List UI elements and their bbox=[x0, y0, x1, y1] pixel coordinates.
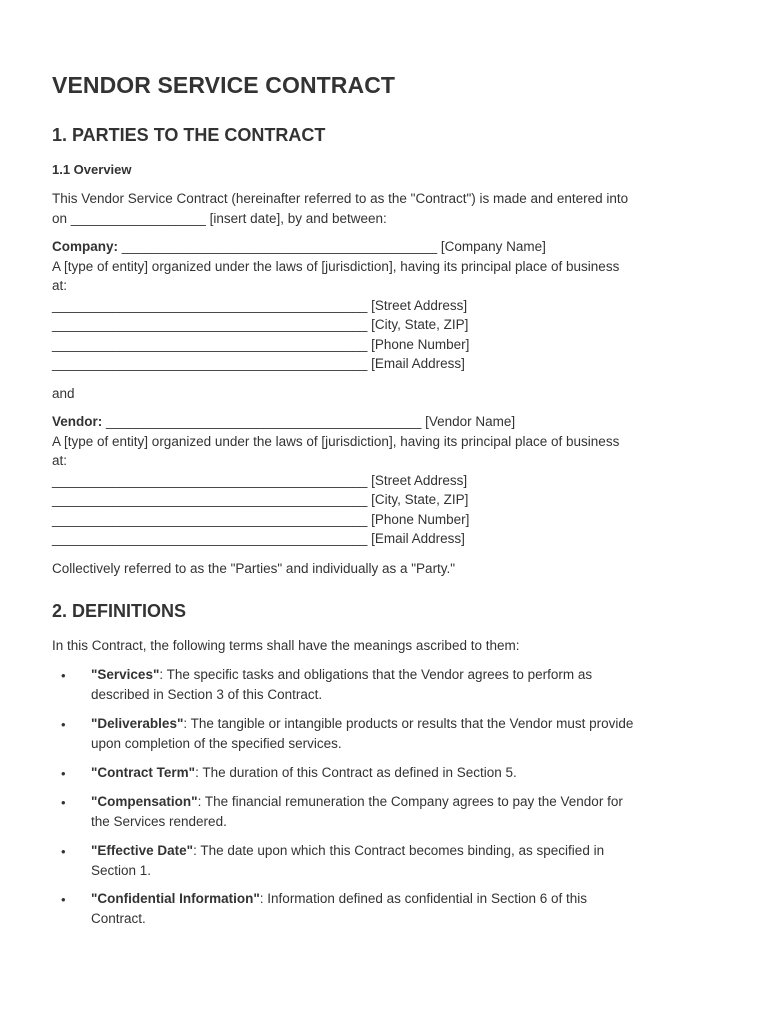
section-1-1-subheading: 1.1 Overview bbox=[52, 162, 132, 177]
company-phone-number: __________________________________________ [Phone Number] bbox=[52, 337, 470, 352]
definition-item-deliverables bbox=[91, 714, 633, 734]
document-title: VENDOR SERVICE CONTRACT bbox=[52, 72, 396, 98]
definition-text: : Information defined as confidential in Section 6 of this bbox=[259, 891, 587, 906]
definition-text: : The duration of this Contract as defined in Section 5. bbox=[195, 765, 517, 780]
vendor-street-address: __________________________________________ [Street Address] bbox=[52, 473, 468, 488]
collective-reference: Collectively referred to as the "Parties" and individually as a "Party." bbox=[52, 561, 456, 576]
definition-item-contract-term bbox=[91, 763, 517, 783]
bullet-icon: • bbox=[61, 668, 66, 683]
vendor-name-field: __________________________________________ [Vendor Name] bbox=[102, 414, 516, 429]
definition-item-confidential-information bbox=[91, 889, 587, 909]
bullet-icon: • bbox=[61, 795, 66, 810]
definition-item-confidential-information-cont: Contract. bbox=[91, 911, 146, 926]
definition-item-effective-date-cont: Section 1. bbox=[91, 863, 152, 878]
definition-item-compensation bbox=[91, 792, 623, 812]
vendor-phone-number: __________________________________________ [Phone Number] bbox=[52, 512, 470, 527]
intro-line-1: This Vendor Service Contract (hereinafter referred to as the "Contract") is made and entered into bbox=[52, 191, 629, 206]
section-1-heading: 1. PARTIES TO THE CONTRACT bbox=[52, 125, 326, 145]
vendor-email-address: __________________________________________ [Email Address] bbox=[52, 531, 465, 546]
section-2-heading: 2. DEFINITIONS bbox=[52, 601, 187, 621]
intro-line-2: on __________________ [insert date], by and between: bbox=[52, 211, 387, 226]
company-entity-line-2: at: bbox=[52, 278, 68, 293]
bullet-icon: • bbox=[61, 766, 66, 781]
definition-term: "Effective Date" bbox=[91, 843, 194, 858]
company-label: Company: bbox=[52, 239, 119, 254]
definitions-intro: In this Contract, the following terms shall have the meanings ascribed to them: bbox=[52, 638, 520, 653]
definition-text: : The date upon which this Contract becomes binding, as specified in bbox=[193, 843, 605, 858]
company-entity-line-1: A [type of entity] organized under the laws of [jurisdiction], having its principal place of business bbox=[52, 259, 620, 274]
definition-term: "Deliverables" bbox=[91, 716, 184, 731]
vendor-entity-line-1: A [type of entity] organized under the laws of [jurisdiction], having its principal place of business bbox=[52, 434, 620, 449]
definition-term: "Services" bbox=[91, 667, 160, 682]
vendor-entity-line-2: at: bbox=[52, 453, 68, 468]
definition-term: "Confidential Information" bbox=[91, 891, 260, 906]
company-name-line bbox=[52, 237, 546, 257]
definition-item-services-cont: described in Section 3 of this Contract. bbox=[91, 687, 323, 702]
and-separator: and bbox=[52, 386, 75, 401]
definition-term: "Compensation" bbox=[91, 794, 198, 809]
bullet-icon: • bbox=[61, 844, 66, 859]
company-name-field: __________________________________________ [Company Name] bbox=[118, 239, 546, 254]
company-email-address: __________________________________________ [Email Address] bbox=[52, 356, 465, 371]
vendor-label: Vendor: bbox=[52, 414, 103, 429]
definition-item-effective-date bbox=[91, 841, 604, 861]
definition-text: : The specific tasks and obligations that the Vendor agrees to perform as bbox=[159, 667, 593, 682]
definition-text: : The financial remuneration the Company agrees to pay the Vendor for bbox=[197, 794, 623, 809]
definition-text: : The tangible or intangible products or results that the Vendor must provide bbox=[183, 716, 634, 731]
definition-item-deliverables-cont: upon completion of the specified services. bbox=[91, 736, 342, 751]
company-city-state-zip: __________________________________________ [City, State, ZIP] bbox=[52, 317, 469, 332]
definition-item-services bbox=[91, 665, 592, 685]
definition-term: "Contract Term" bbox=[91, 765, 196, 780]
vendor-city-state-zip: __________________________________________ [City, State, ZIP] bbox=[52, 492, 469, 507]
definition-item-compensation-cont: the Services rendered. bbox=[91, 814, 227, 829]
vendor-name-line bbox=[52, 412, 515, 432]
bullet-icon: • bbox=[61, 892, 66, 907]
company-street-address: __________________________________________ [Street Address] bbox=[52, 298, 468, 313]
bullet-icon: • bbox=[61, 717, 66, 732]
